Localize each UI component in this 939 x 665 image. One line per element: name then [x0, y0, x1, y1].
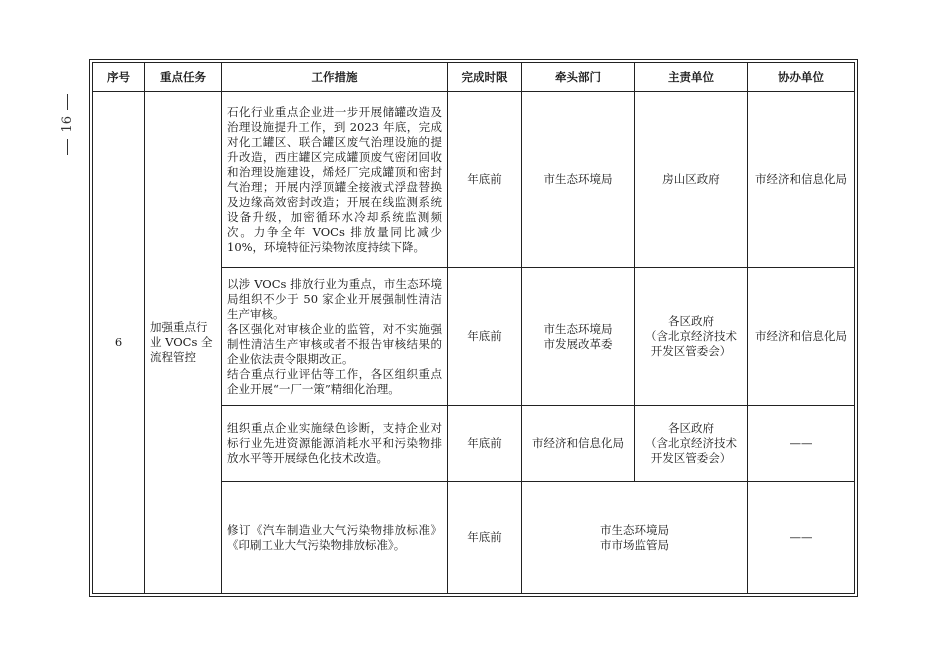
- assist-unit-cell: ——: [748, 482, 855, 594]
- main-unit-text: （含北京经济技术: [645, 329, 737, 343]
- page-number-marker: [52, 90, 82, 159]
- task-cell: [145, 92, 222, 594]
- header-task: 重点任务: [145, 63, 222, 92]
- task-line: 加强重点行: [150, 320, 208, 334]
- task-line: 流程管控: [150, 350, 196, 364]
- lead-dept-text: 市经济和信息化局: [532, 436, 624, 450]
- deadline-cell: 年底前: [448, 268, 522, 406]
- deadline-cell: 年底前: [448, 92, 522, 268]
- table-header-row: [93, 63, 855, 92]
- main-unit-text: （含北京经济技术: [645, 436, 737, 450]
- lead-main-text: 市市场监管局: [600, 537, 669, 552]
- assist-unit-cell: 市经济和信息化局: [748, 92, 855, 268]
- table-row: [93, 92, 855, 268]
- measure-cell: [222, 92, 448, 268]
- lead-dept-text: 市生态环境局: [543, 172, 613, 186]
- main-unit-text: 各区政府: [668, 421, 714, 435]
- deadline-cell: 年底前: [448, 482, 522, 594]
- lead-main-merged-cell: [522, 482, 748, 594]
- main-unit-text: 开发区管委会）: [650, 451, 732, 465]
- measure-cell: [222, 482, 448, 594]
- deadline-cell: 年底前: [448, 406, 522, 482]
- header-lead-dept: 牵头部门: [522, 63, 635, 92]
- main-unit-cell: [635, 406, 748, 482]
- lead-dept-cell: [522, 268, 635, 406]
- assist-unit-cell: 市经济和信息化局: [748, 268, 855, 406]
- header-measure: 工作措施: [222, 63, 448, 92]
- assist-unit-cell: ——: [748, 406, 855, 482]
- measure-text: 以涉 VOCs 排放行业为重点，市生态环境局组织不少于 50 家企业开展强制性清洁生产审核。: [227, 276, 442, 321]
- measure-text: 石化行业重点企业进一步开展储罐改造及治理设施提升工作，到 2023 年底，完成对化工罐区、联合罐区废气治理设施的提升改造，西庄罐区完成罐顶废气密闭回收和治理设施建设，烯烃厂完成罐顶和密封气治理；开展内浮顶罐全接液式浮盘替换及边缘高效密封改造；开展在线监测系统设备升级，加密循环水冷却系统监测频次。力争全年 VOCs 排放量同比减少 10%，环境特征污染物浓度持续下降。: [227, 104, 442, 254]
- header-assist-unit: 协办单位: [748, 63, 855, 92]
- measure-text: 修订《汽车制造业大气污染物排放标准》《印刷工业大气污染物排放标准》。: [227, 522, 442, 552]
- measure-text: 结合重点行业评估等工作，各区组织重点企业开展“一厂一策”精细化治理。: [227, 366, 442, 396]
- task-table: [92, 62, 855, 594]
- main-unit-cell: [635, 268, 748, 406]
- lead-dept-cell: [522, 92, 635, 268]
- measure-text: 各区强化对审核企业的监管，对不实施强制性清洁生产审核或者不报告审核结果的企业依法责令限期改正。: [227, 321, 442, 366]
- main-unit-text: 开发区管委会）: [650, 344, 732, 358]
- header-main-unit: 主责单位: [635, 63, 748, 92]
- measure-text: 组织重点企业实施绿色诊断，支持企业对标行业先进资源能源消耗水平和污染物排放水平等开展绿色化技术改造。: [227, 421, 442, 465]
- page-number-dash-top: [67, 94, 68, 110]
- measure-cell: [222, 268, 448, 406]
- main-unit-text: 房山区政府: [662, 172, 720, 186]
- page-number-dash-bottom: [67, 139, 68, 155]
- task-line: 业 VOCs 全: [150, 335, 213, 349]
- lead-dept-text: 市发展改革委: [543, 336, 613, 351]
- page-number: 16: [59, 116, 75, 133]
- header-deadline: 完成时限: [448, 63, 522, 92]
- header-seq: 序号: [93, 63, 145, 92]
- main-unit-text: 各区政府: [668, 314, 714, 328]
- lead-dept-text: 市生态环境局: [543, 321, 613, 336]
- measure-cell: [222, 406, 448, 482]
- lead-main-text: 市生态环境局: [600, 522, 669, 537]
- main-unit-cell: [635, 92, 748, 268]
- lead-dept-cell: [522, 406, 635, 482]
- seq-cell: 6: [93, 92, 145, 594]
